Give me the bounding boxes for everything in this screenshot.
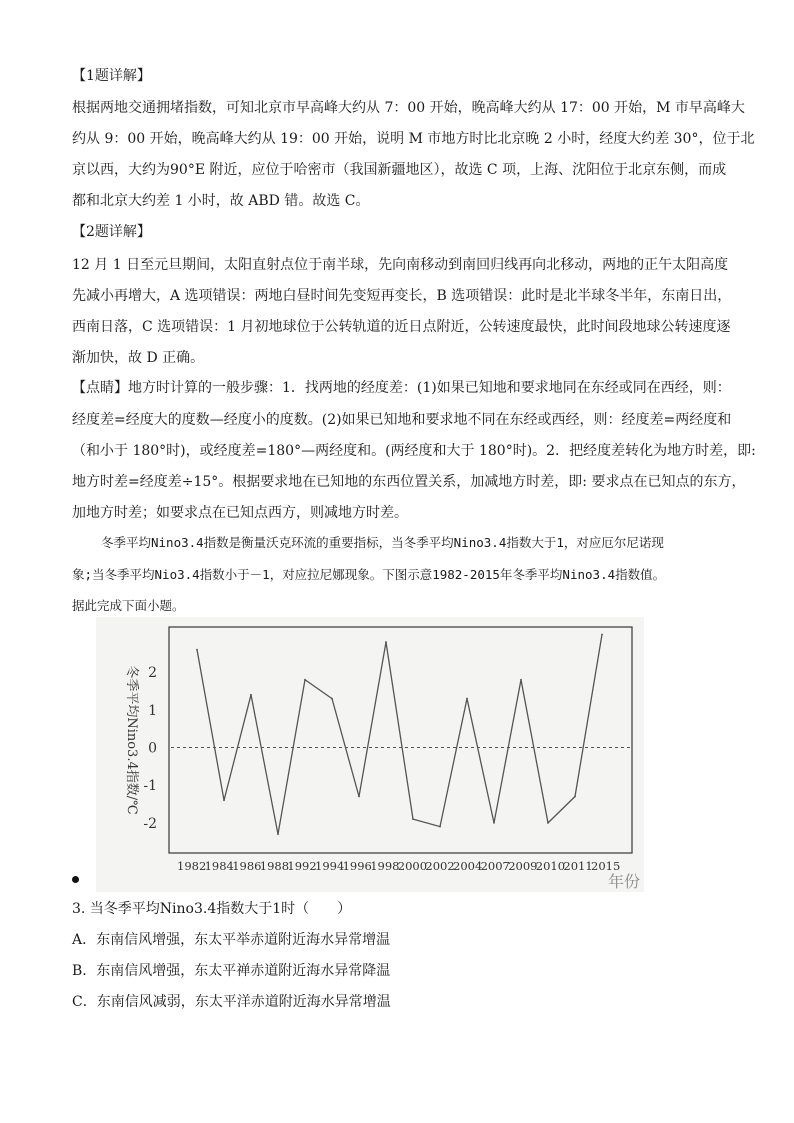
intro-line: 据此完成下面小题。: [72, 598, 185, 613]
y-tick-label: 2: [148, 665, 157, 682]
data-point: [547, 822, 549, 824]
nino-index-chart: [96, 617, 644, 892]
x-tick-label: 1982: [177, 859, 207, 873]
data-point: [385, 641, 387, 643]
x-tick-label: 1998: [370, 859, 400, 873]
data-point: [358, 796, 360, 798]
q2-line: 西南日落，C 选项错误：1 月初地球位于公转轨道的近日点附近，公转速度最快，此时间段地球公转速度逐: [72, 319, 731, 335]
chart-figure: [96, 617, 644, 892]
x-axis-label: 年份: [608, 872, 641, 891]
x-tick-label: 2010: [535, 859, 566, 873]
option-b[interactable]: B．东南信风增强，东太平禅赤道附近海水异常降温: [72, 963, 391, 979]
data-point: [412, 818, 414, 820]
tip-heading: 【点睛】: [72, 380, 128, 396]
x-tick-label: 1986: [232, 859, 262, 873]
data-point: [223, 799, 225, 801]
data-point: [304, 679, 306, 681]
x-tick-label: 2002: [425, 859, 455, 873]
q1-line: 约从 9：00 开始，晚高峰大约从 19：00 开始，说明 M 市地方时比北京晚 2 小时，经度大约差 30°，位于北: [72, 131, 755, 147]
x-tick-label: 2004: [453, 859, 483, 873]
q1-heading: 【1题详解】: [72, 68, 151, 84]
y-tick-label: 1: [148, 702, 157, 719]
y-tick-label: -1: [143, 778, 157, 795]
option-c[interactable]: C．东南信风减弱，东太平洋赤道附近海水异常增温: [72, 994, 391, 1010]
q1-line: 京以西，大约为90°E 附近，应位于哈密市（我国新疆地区），故选 C 项，上海、沈阳位于北京东侧，而成: [72, 162, 727, 178]
x-tick-label: 2009: [508, 859, 538, 873]
x-tick-label: 1994: [315, 859, 345, 873]
x-tick-label: 2000: [397, 859, 428, 873]
question-3: 3. 当冬季平均Nino3.4指数大于1时（ ）: [72, 901, 352, 917]
x-tick-label: 2007: [480, 859, 510, 873]
tip-line: 地方时差=经度差÷15°。根据要求地在已知地的东西位置关系，加减地方时差，即: 要求点在已知点的东方，: [72, 474, 746, 490]
data-point: [466, 698, 468, 700]
data-point: [574, 796, 576, 798]
q2-line: 渐加快，故 D 正确。: [72, 350, 205, 366]
series-line: [197, 635, 602, 835]
bullet-point: [72, 876, 79, 883]
intro-line: 冬季平均Nino3.4指数是衡量沃克环流的重要指标，当冬季平均Nino3.4指数大于1，对应厄尔尼诺现: [101, 535, 664, 550]
tip-line: 加地方时差；如要求点在已知点西方，则减地方时差。: [72, 505, 408, 521]
q2-line: 先减小再增大，A 选项错误：两地白昼时间先变短再变长，B 选项错误：此时是北半球冬半年，东南日出，: [72, 288, 732, 304]
x-tick-label: 2015: [591, 859, 621, 873]
data-point: [250, 694, 252, 696]
intro-line: 象;当冬季平均Nio3.4指数小于－1，对应拉尼娜现象。下图示意1982-2015年冬季平均Nino3.4指数值。: [72, 567, 666, 582]
y-axis-label: 冬季平均Nino3.4指数/℃: [124, 665, 139, 815]
tip-line: （和小于 180°时)，或经度差=180°—两经度和。(两经度和大于 180°时)。2．把经度差转化为地方时差，即:: [72, 443, 756, 459]
data-point: [439, 826, 441, 828]
data-point: [277, 833, 279, 835]
x-tick-label: 1988: [259, 859, 290, 873]
x-tick-label: 2011: [563, 859, 593, 873]
x-tick-label: 1984: [204, 859, 234, 873]
q2-heading: 【2题详解】: [72, 224, 151, 240]
data-point: [520, 679, 522, 681]
option-a[interactable]: A．东南信风增强，东太平举赤道附近海水异常增温: [72, 932, 391, 948]
tip-line: 地方时计算的一般步骤：1．找两地的经度差：(1)如果已知地和要求地同在东经或同在西经，则：: [128, 380, 731, 396]
tip-line: 经度差=经度大的度数—经度小的度数。(2)如果已知地和要求地不同在东经或西经，则：经度差=两经度和: [72, 412, 732, 428]
data-point: [493, 822, 495, 824]
data-point: [196, 649, 198, 651]
data-point: [601, 634, 603, 636]
q1-line: 根据两地交通拥堵指数，可知北京市早高峰大约从 7：00 开始，晚高峰大约从 17：00 开始，M 市早高峰大: [72, 100, 745, 116]
x-tick-label: 1992: [287, 859, 317, 873]
y-tick-label: -2: [143, 815, 157, 832]
x-tick-label: 1996: [342, 859, 372, 873]
y-tick-label: 0: [148, 740, 157, 757]
q1-line: 都和北京大约差 1 小时，故 ABD 错。故选 C。: [72, 193, 370, 209]
q2-line: 12 月 1 日至元旦期间，太阳直射点位于南半球，先向南移动到南回归线再向北移动，两地的正午太阳高度: [72, 257, 729, 273]
data-point: [331, 698, 333, 700]
